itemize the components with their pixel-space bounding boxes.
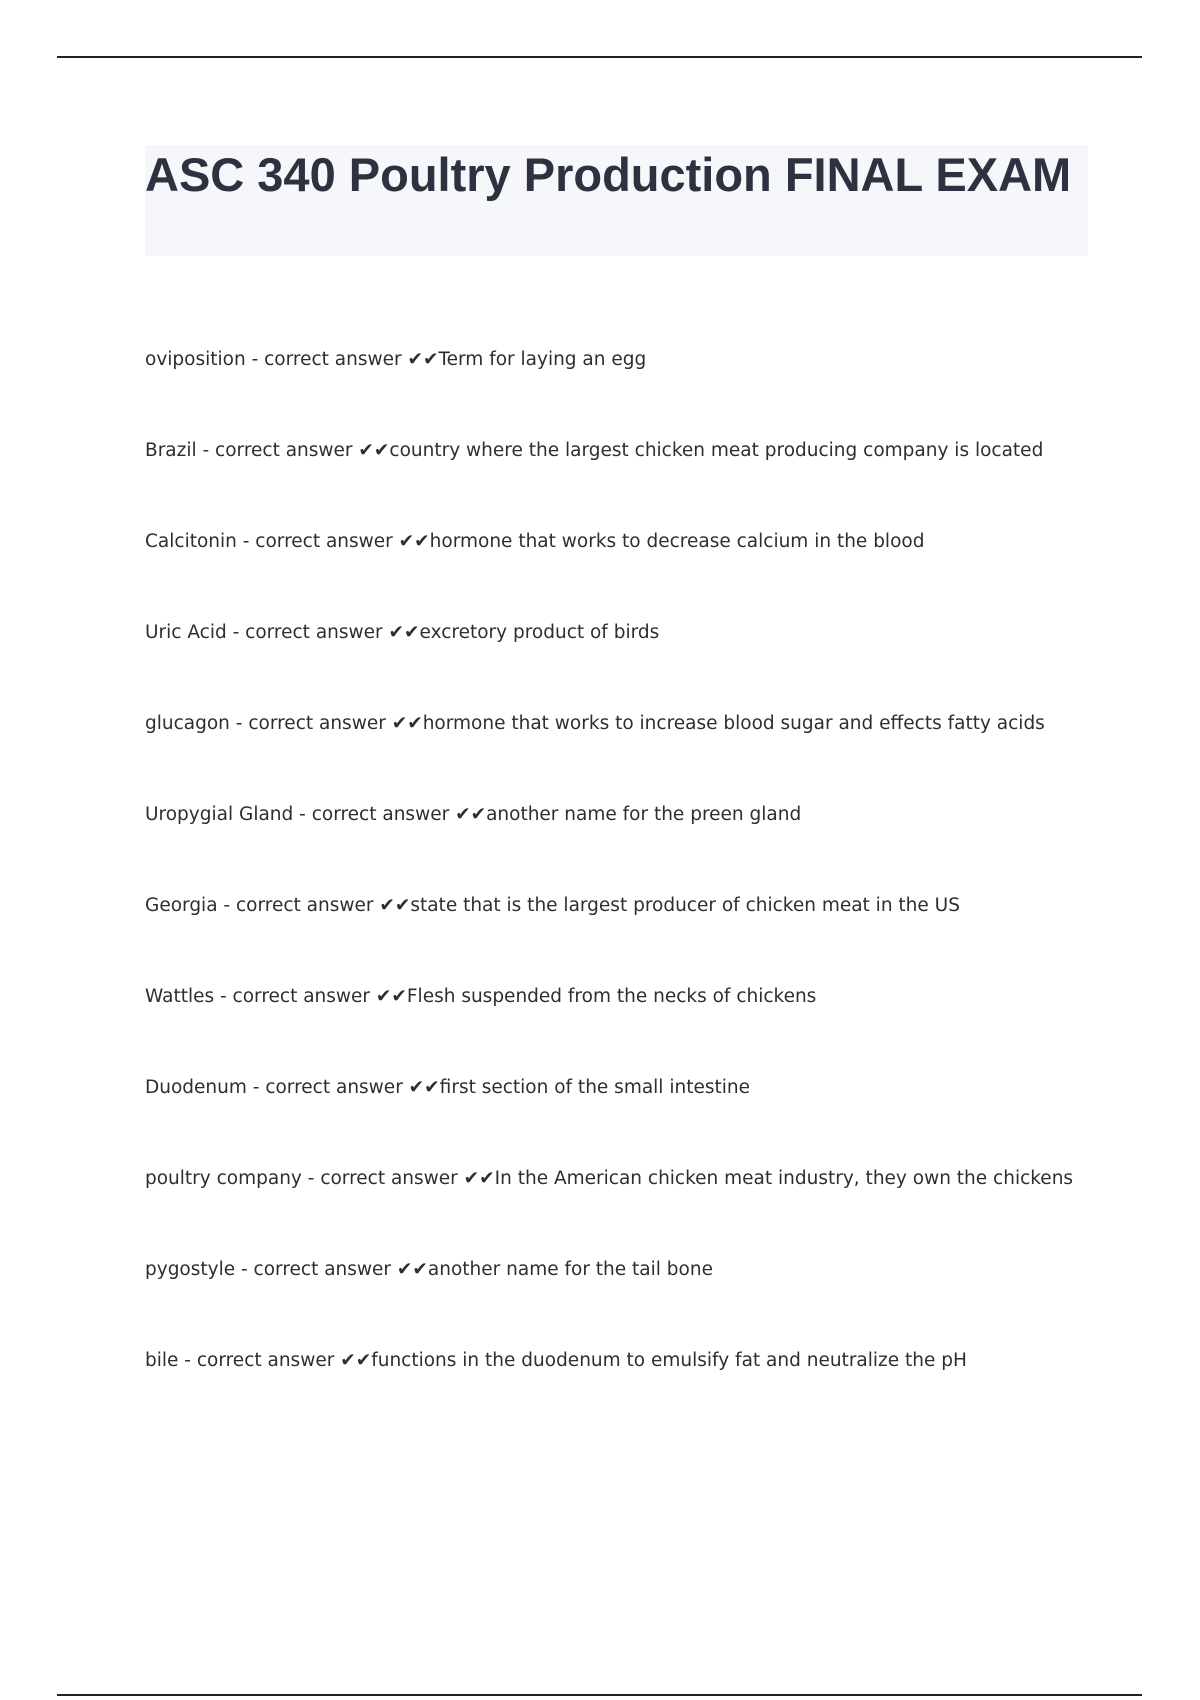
document-title: ASC 340 Poultry Production FINAL EXAM [145,148,1072,201]
qa-item-georgia: Georgia - correct answer ✔✔state that is the largest producer of chicken meat in the US [145,895,960,916]
qa-item-uropygial-gland: Uropygial Gland - correct answer ✔✔another name for the preen gland [145,804,802,825]
qa-item-wattles: Wattles - correct answer ✔✔Flesh suspended from the necks of chickens [145,986,817,1007]
qa-item-duodenum: Duodenum - correct answer ✔✔first section of the small intestine [145,1077,750,1098]
qa-item-oviposition: oviposition - correct answer ✔✔Term for laying an egg [145,349,647,370]
qa-item-brazil: Brazil - correct answer ✔✔country where the largest chicken meat producing company is located [145,440,1044,461]
top-divider [57,56,1142,58]
qa-item-calcitonin: Calcitonin - correct answer ✔✔hormone that works to decrease calcium in the blood [145,531,925,552]
qa-item-poultry-company: poultry company - correct answer ✔✔In the American chicken meat industry, they own the chickens [145,1168,1074,1189]
title-banner [145,145,1088,256]
qa-item-bile: bile - correct answer ✔✔functions in the duodenum to emulsify fat and neutralize the pH [145,1350,967,1371]
qa-item-glucagon: glucagon - correct answer ✔✔hormone that works to increase blood sugar and effects fatty acids [145,713,1045,734]
qa-item-pygostyle: pygostyle - correct answer ✔✔another name for the tail bone [145,1259,713,1280]
question-answer-list [145,346,1105,1438]
bottom-divider [57,1694,1142,1696]
qa-item-uric-acid: Uric Acid - correct answer ✔✔excretory product of birds [145,622,660,643]
